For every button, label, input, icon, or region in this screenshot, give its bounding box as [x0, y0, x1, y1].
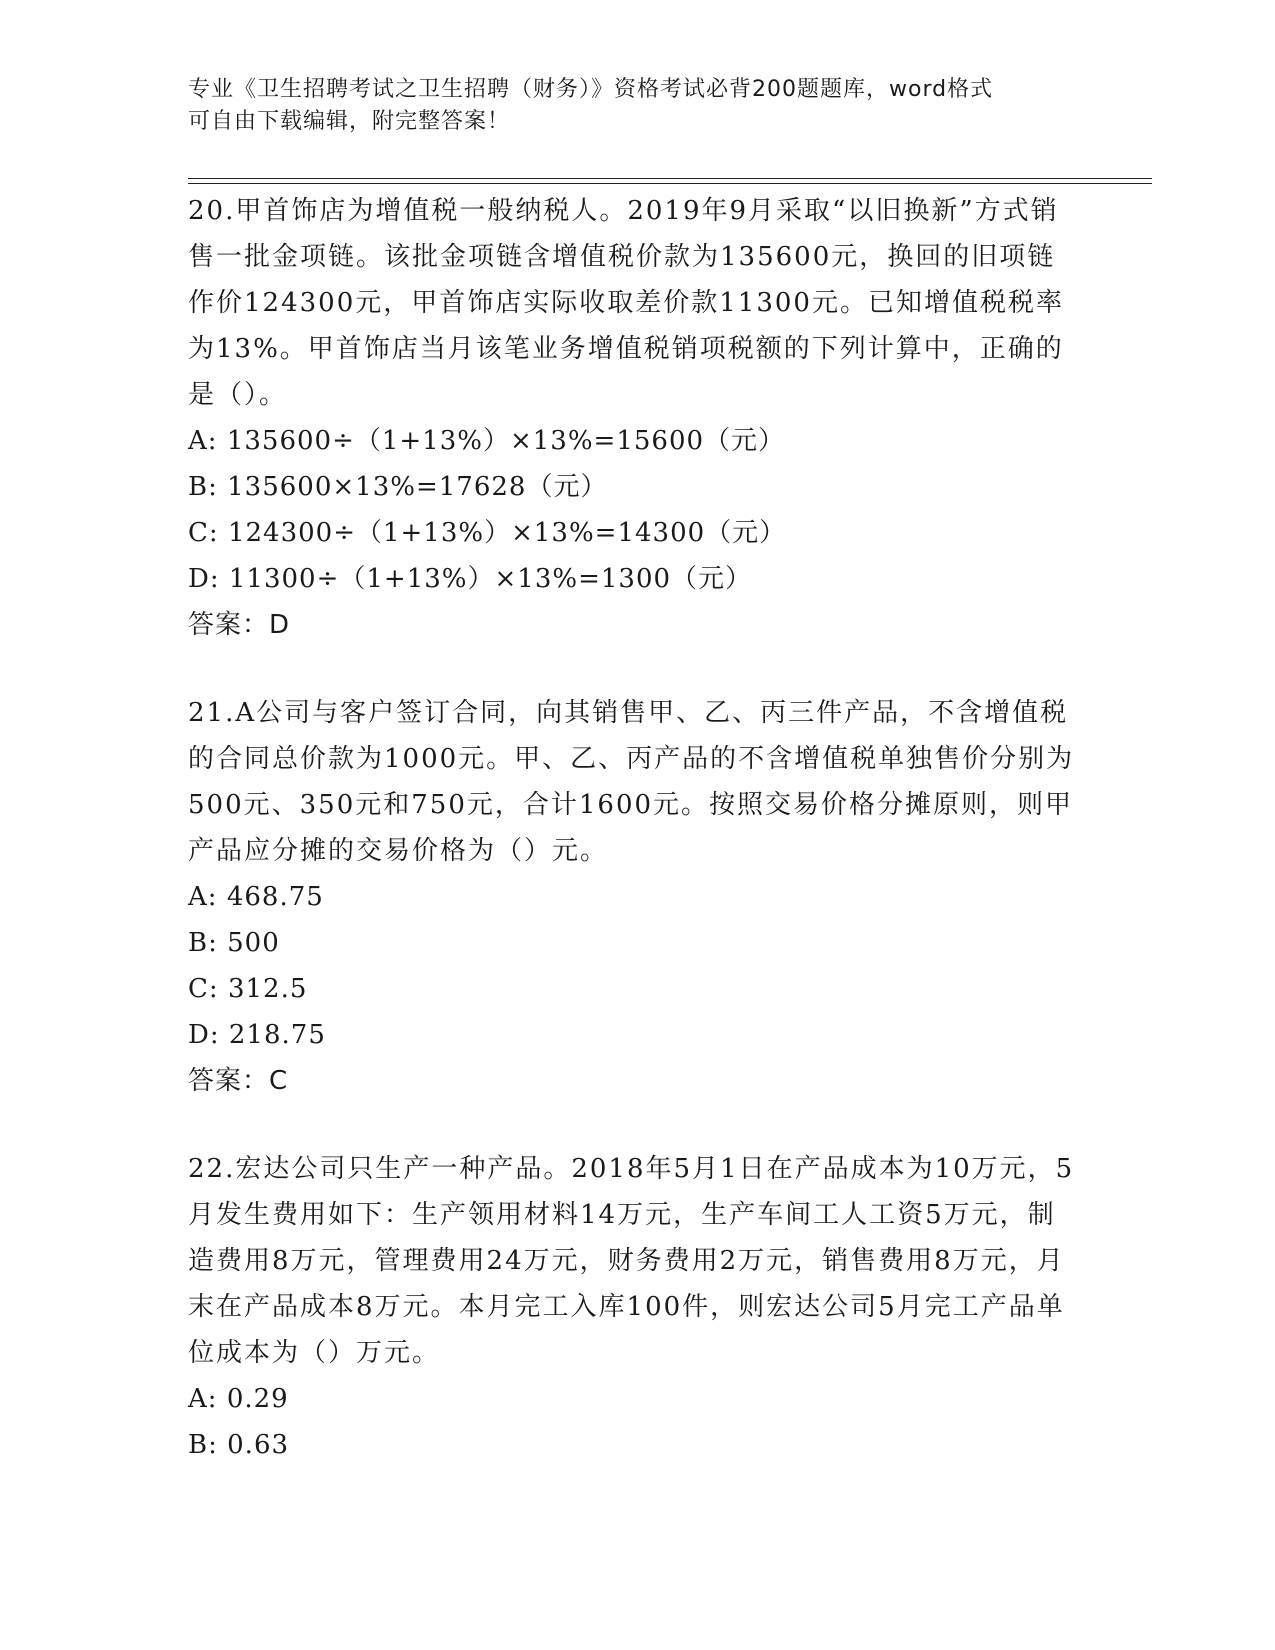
option-text: 500 [227, 928, 280, 958]
option-letter: B [188, 472, 209, 502]
option-letter: B [188, 928, 209, 958]
option-separator: : [208, 974, 219, 1004]
option-a [188, 1376, 1078, 1422]
option-letter: C [188, 974, 209, 1004]
answer-line: 答案：C [188, 1066, 289, 1096]
option-a [188, 874, 1078, 920]
option-separator: : [207, 426, 218, 456]
option-letter: B [188, 1430, 209, 1460]
option-d [188, 556, 1078, 602]
question-stem: 22.宏达公司只生产一种产品。2018年5月1日在产品成本为10万元，5月发生费用如下：生产领用材料14万元，生产车间工人工资5万元，制造费用8万元，管理费用24万元，财务费用2万元，销售费用8万元，月末在产品成本8万元。本月完工入库100件，则宏达公司5月完工产品单位成本为（）万元。 [188, 1154, 1075, 1368]
question-21 [188, 690, 1078, 1104]
option-b [188, 464, 1078, 510]
option-letter: A [188, 1384, 208, 1414]
option-separator: : [208, 518, 219, 548]
answer-line: 答案：D [188, 610, 291, 640]
option-letter: C [188, 518, 209, 548]
option-text: 11300÷（1+13%）×13%=1300（元） [228, 564, 753, 594]
option-text: 124300÷（1+13%）×13%=14300（元） [227, 518, 787, 548]
header-divider-bottom [188, 183, 1152, 184]
option-text: 135600÷（1+13%）×13%=15600（元） [226, 426, 786, 456]
option-separator: : [207, 1384, 218, 1414]
document-header [188, 74, 1068, 138]
option-separator: : [208, 1430, 218, 1460]
question-stem: 21.A公司与客户签订合同，向其销售甲、乙、丙三件产品，不含增值税的合同总价款为1000元。甲、乙、丙产品的不含增值税单独售价分别为500元、350元和750元，合计1600元。按照交易价格分摊原则，则甲产品应分摊的交易价格为（）元。 [188, 698, 1075, 866]
option-separator: : [208, 472, 218, 502]
question-22 [188, 1146, 1078, 1468]
option-text: 0.63 [227, 1430, 290, 1460]
option-d [188, 1012, 1078, 1058]
option-b [188, 1422, 1078, 1468]
header-line-2: 可自由下载编辑，附完整答案！ [188, 109, 511, 134]
option-separator: : [207, 882, 218, 912]
option-separator: : [208, 928, 218, 958]
question-20 [188, 188, 1078, 648]
option-c [188, 966, 1078, 1012]
option-text: 312.5 [227, 974, 308, 1004]
option-text: 468.75 [226, 882, 324, 912]
option-b [188, 920, 1078, 966]
option-separator: : [209, 1020, 220, 1050]
option-text: 0.29 [226, 1384, 289, 1414]
option-text: 135600×13%=17628（元） [227, 472, 608, 502]
option-text: 218.75 [228, 1020, 326, 1050]
option-letter: A [188, 882, 208, 912]
option-c [188, 510, 1078, 556]
option-a [188, 418, 1078, 464]
option-letter: D [188, 1020, 210, 1050]
header-divider-top [188, 178, 1152, 179]
option-letter: D [188, 564, 210, 594]
question-stem: 20.甲首饰店为增值税一般纳税人。2019年9月采取“以旧换新”方式销售一批金项链。该批金项链含增值税价款为135600元，换回的旧项链作价124300元，甲首饰店实际收取差价款11300元。已知增值税税率为13%。甲首饰店当月该笔业务增值税销项税额的下列计算中，正确的是（）。 [188, 196, 1064, 410]
option-letter: A [188, 426, 208, 456]
option-separator: : [209, 564, 220, 594]
header-line-1: 专业《卫生招聘考试之卫生招聘（财务）》资格考试必背200题题库，word格式 [188, 77, 994, 102]
